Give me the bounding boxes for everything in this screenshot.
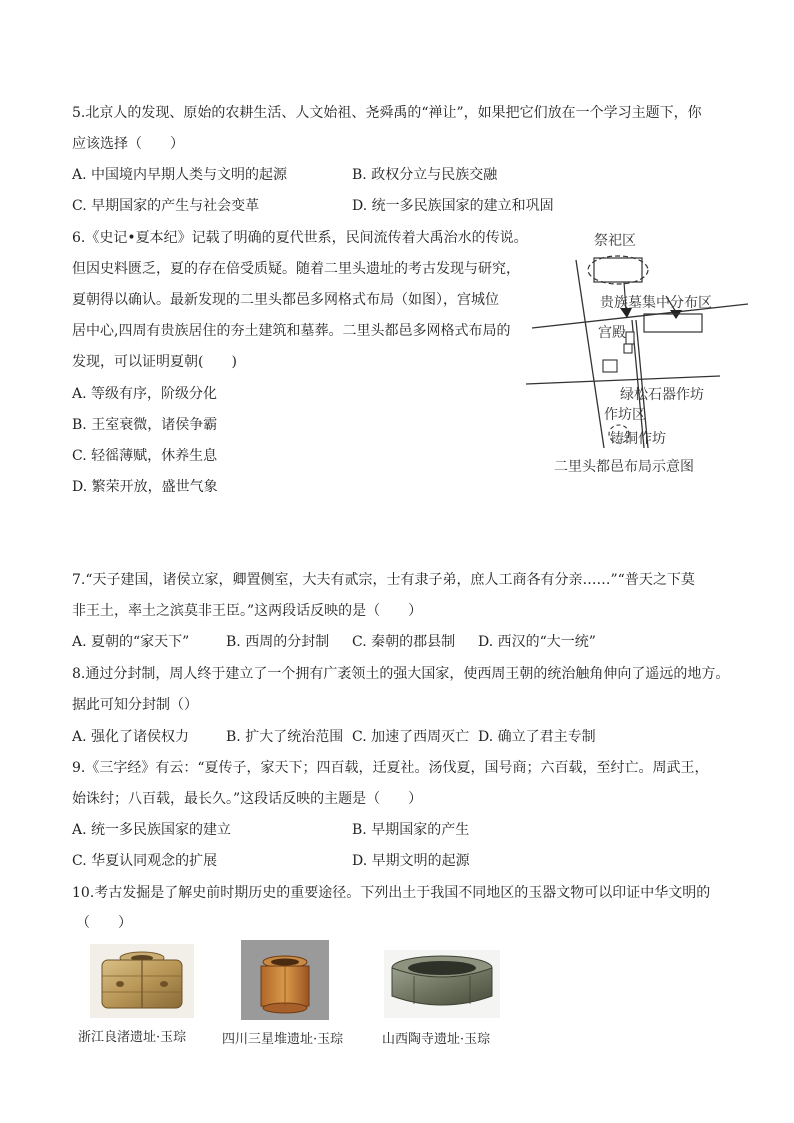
jade-cong-liangzhu-image: [90, 944, 194, 1018]
q5-option-a: A. 中国境内早期人类与文明的起源: [72, 167, 288, 183]
q6-option-d: D. 繁荣开放，盛世气象: [72, 479, 218, 495]
jade-caption-taosi: 山西陶寺遗址·玉琮: [382, 1032, 491, 1047]
q8-option-b: B. 扩大了统治范围: [226, 729, 344, 745]
q6-stem-line4: 居中心,四周有贵族居住的夯土建筑和墓葬。二里头都邑多网格式布局的: [72, 323, 511, 339]
diagram-label-workshop-area: 作坊区: [604, 407, 646, 423]
diagram-label-sacrifice-area: 祭祀区: [594, 233, 636, 249]
erlitou-layout-diagram: [520, 226, 760, 482]
q7-stem-line1: 7.“天子建国，诸侯立家，卿置侧室，大夫有贰宗，士有隶子弟，庶人工商各有分亲……”“普天之下莫: [72, 572, 695, 588]
q5-option-b: B. 政权分立与民族交融: [352, 167, 498, 183]
q6-stem-line1: 6.《史记•夏本纪》记载了明确的夏代世系，民间流传着大禹治水的传说。: [72, 230, 528, 246]
q5-stem-line1: 5.北京人的发现、原始的农耕生活、人文始祖、尧舜禹的“禅让”，如果把它们放在一个学习主题下，你: [72, 105, 702, 121]
diagram-label-turquoise-workshop: 绿松石器作坊: [620, 387, 704, 403]
q5-option-c: C. 早期国家的产生与社会变革: [72, 198, 260, 214]
q8-option-c: C. 加速了西周灭亡: [352, 729, 470, 745]
q8-option-d: D. 确立了君主专制: [478, 729, 596, 745]
jade-cong-sanxingdui-image: [241, 940, 329, 1020]
q6-stem-line2: 但因史料匮乏，夏的存在倍受质疑。随着二里头遗址的考古发现与研究，: [72, 261, 520, 277]
q9-stem-line2: 始诛纣；八百载，最长久。”这段话反映的主题是（ ）: [72, 791, 423, 807]
q6-option-c: C. 轻徭薄赋，休养生息: [72, 448, 218, 464]
q6-option-b: B. 王室衰微，诸侯争霸: [72, 417, 218, 433]
diagram-label-palace: 宫殿: [598, 325, 626, 341]
q6-stem-line5: 发现，可以证明夏朝( ): [72, 354, 237, 370]
q6-option-a: A. 等级有序，阶级分化: [72, 386, 218, 402]
q9-option-a: A. 统一多民族国家的建立: [72, 822, 232, 838]
q8-option-a: A. 强化了诸侯权力: [72, 729, 190, 745]
q9-option-d: D. 早期文明的起源: [352, 853, 470, 869]
q8-stem-line1: 8.通过分封制，周人终于建立了一个拥有广袤领土的强大国家，使西周王朝的统治触角伸向了遥远的地方。: [72, 666, 730, 682]
q5-stem-line2: 应该选择（ ）: [72, 136, 184, 152]
q7-option-a: A. 夏朝的“家天下”: [72, 634, 190, 650]
jade-caption-sanxingdui: 四川三星堆遗址·玉琮: [222, 1032, 344, 1047]
q9-option-c: C. 华夏认同观念的扩展: [72, 853, 218, 869]
q10-stem-line2: （ ）: [76, 915, 132, 931]
q7-option-d: D. 西汉的“大一统”: [478, 634, 596, 650]
q9-stem-line1: 9.《三字经》有云：“夏传子，家天下；四百载，迁夏社。汤伐夏，国号商；六百载，至纣亡。周武王，: [72, 760, 709, 776]
q6-stem-line3: 夏朝得以确认。最新发现的二里头都邑多网格式布局（如图），宫城位: [72, 292, 499, 308]
jade-caption-liangzhu: 浙江良渚遗址·玉琮: [78, 1030, 187, 1045]
q7-option-c: C. 秦朝的郡县制: [352, 634, 456, 650]
q9-option-b: B. 早期国家的产生: [352, 822, 470, 838]
q10-stem-line1: 10.考古发掘是了解史前时期历史的重要途径。下列出土于我国不同地区的玉器文物可以印证中华文明的: [72, 885, 711, 901]
diagram-caption: 二里头都邑布局示意图: [554, 459, 694, 475]
diagram-label-noble-tombs: 贵族墓集中分布区: [600, 295, 712, 311]
diagram-label-bronze-workshop: 铸铜作坊: [610, 431, 666, 447]
q7-stem-line2: 非王土，率土之滨莫非王臣。”这两段话反映的是（ ）: [72, 603, 423, 619]
q5-option-d: D. 统一多民族国家的建立和巩固: [352, 198, 554, 214]
jade-cong-taosi-image: [384, 950, 500, 1018]
q8-stem-line2: 据此可知分封制（）: [72, 697, 198, 713]
q7-option-b: B. 西周的分封制: [226, 634, 330, 650]
